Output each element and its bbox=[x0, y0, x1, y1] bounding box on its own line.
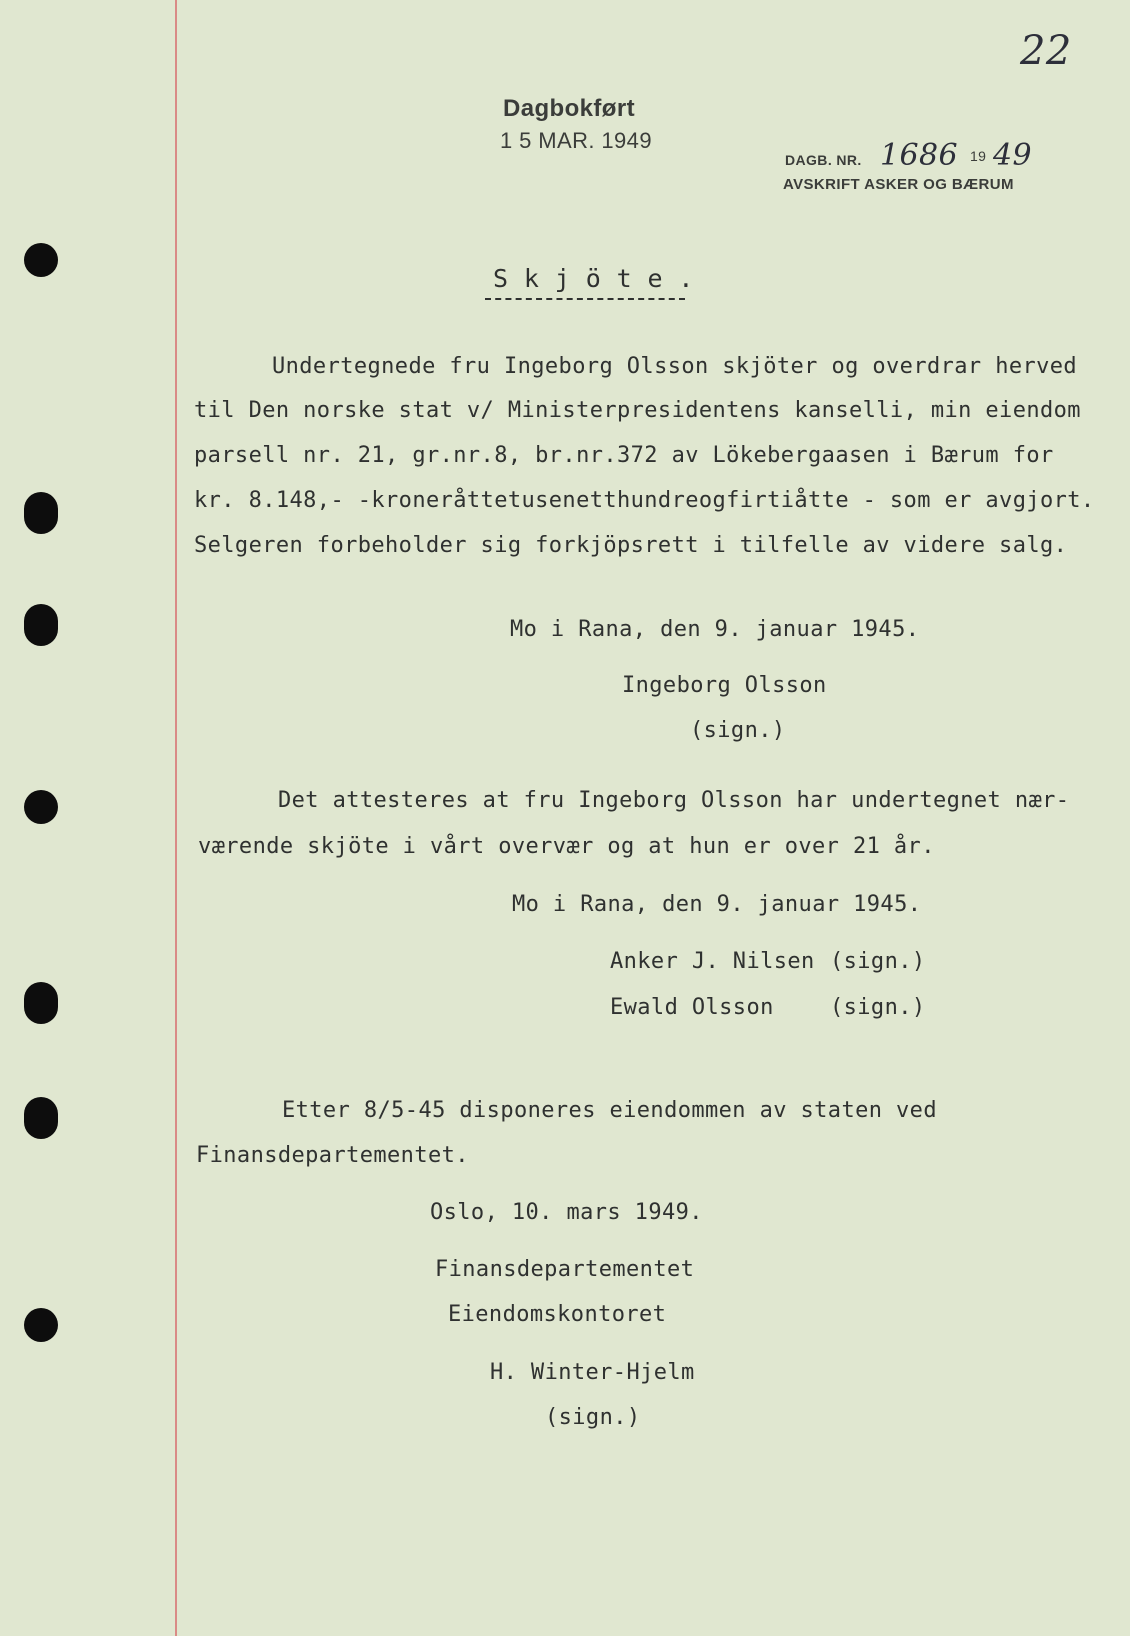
signer-1-sign: (sign.) bbox=[690, 718, 786, 743]
dagb-year-prefix: 19 bbox=[970, 148, 987, 164]
place-date-2: Mo i Rana, den 9. januar 1945. bbox=[512, 892, 922, 917]
witness-2-name: Ewald Olsson bbox=[610, 995, 774, 1020]
place-date-3: Oslo, 10. mars 1949. bbox=[430, 1200, 703, 1225]
paragraph-1-line: Selgeren forbeholder sig forkjöpsrett i tilfelle av videre salg. bbox=[194, 533, 1068, 558]
page-number: 22 bbox=[1020, 28, 1072, 74]
paragraph-1-line: Undertegnede fru Ingeborg Olsson skjöter og overdrar herved bbox=[272, 354, 1078, 379]
authority-office: Eiendomskontoret bbox=[448, 1302, 667, 1327]
place-date-1: Mo i Rana, den 9. januar 1945. bbox=[510, 617, 920, 642]
witness-2-sign: (sign.) bbox=[830, 995, 926, 1020]
paragraph-1-line: kr. 8.148,- -kroneråttetusenetthundreogfirtiåtte - som er avgjort. bbox=[194, 488, 1095, 513]
paragraph-3-line: Etter 8/5-45 disponeres eiendommen av staten ved bbox=[282, 1098, 937, 1123]
document-title: S k j ö t e . bbox=[493, 264, 694, 293]
paragraph-2-line: værende skjöte i vårt overvær og at hun er over 21 år. bbox=[198, 834, 935, 859]
paragraph-2-line: Det attesteres at fru Ingeborg Olsson har undertegnet nær- bbox=[278, 788, 1070, 813]
binder-hole bbox=[24, 604, 58, 646]
title-underline bbox=[485, 298, 685, 300]
binder-hole bbox=[24, 243, 58, 277]
dagb-year-suffix: 49 bbox=[993, 138, 1032, 173]
authority-department: Finansdepartementet bbox=[435, 1257, 695, 1282]
witness-1-sign: (sign.) bbox=[830, 949, 926, 974]
witness-1-name: Anker J. Nilsen bbox=[610, 949, 815, 974]
dagb-nr-number: 1686 bbox=[880, 138, 958, 173]
margin-line bbox=[175, 0, 177, 1636]
paragraph-1-line: parsell nr. 21, gr.nr.8, br.nr.372 av Lökebergaasen i Bærum for bbox=[194, 443, 1054, 468]
dagbokfort-stamp-label: Dagbokført bbox=[503, 95, 635, 122]
paragraph-3-line: Finansdepartementet. bbox=[196, 1143, 469, 1168]
binder-hole bbox=[24, 790, 58, 824]
binder-hole bbox=[24, 982, 58, 1024]
dagbokfort-stamp-date: 1 5 MAR. 1949 bbox=[500, 128, 652, 153]
dagb-stamp-line2: AVSKRIFT ASKER OG BÆRUM bbox=[783, 176, 1014, 193]
signer-1-name: Ingeborg Olsson bbox=[622, 673, 827, 698]
dagb-nr-label: DAGB. NR. bbox=[785, 152, 862, 168]
binder-hole bbox=[24, 492, 58, 534]
authority-sign: (sign.) bbox=[545, 1405, 641, 1430]
binder-hole bbox=[24, 1097, 58, 1139]
authority-signer: H. Winter-Hjelm bbox=[490, 1360, 695, 1385]
paragraph-1-line: til Den norske stat v/ Ministerpresidentens kanselli, min eiendom bbox=[194, 398, 1081, 423]
binder-hole bbox=[24, 1308, 58, 1342]
